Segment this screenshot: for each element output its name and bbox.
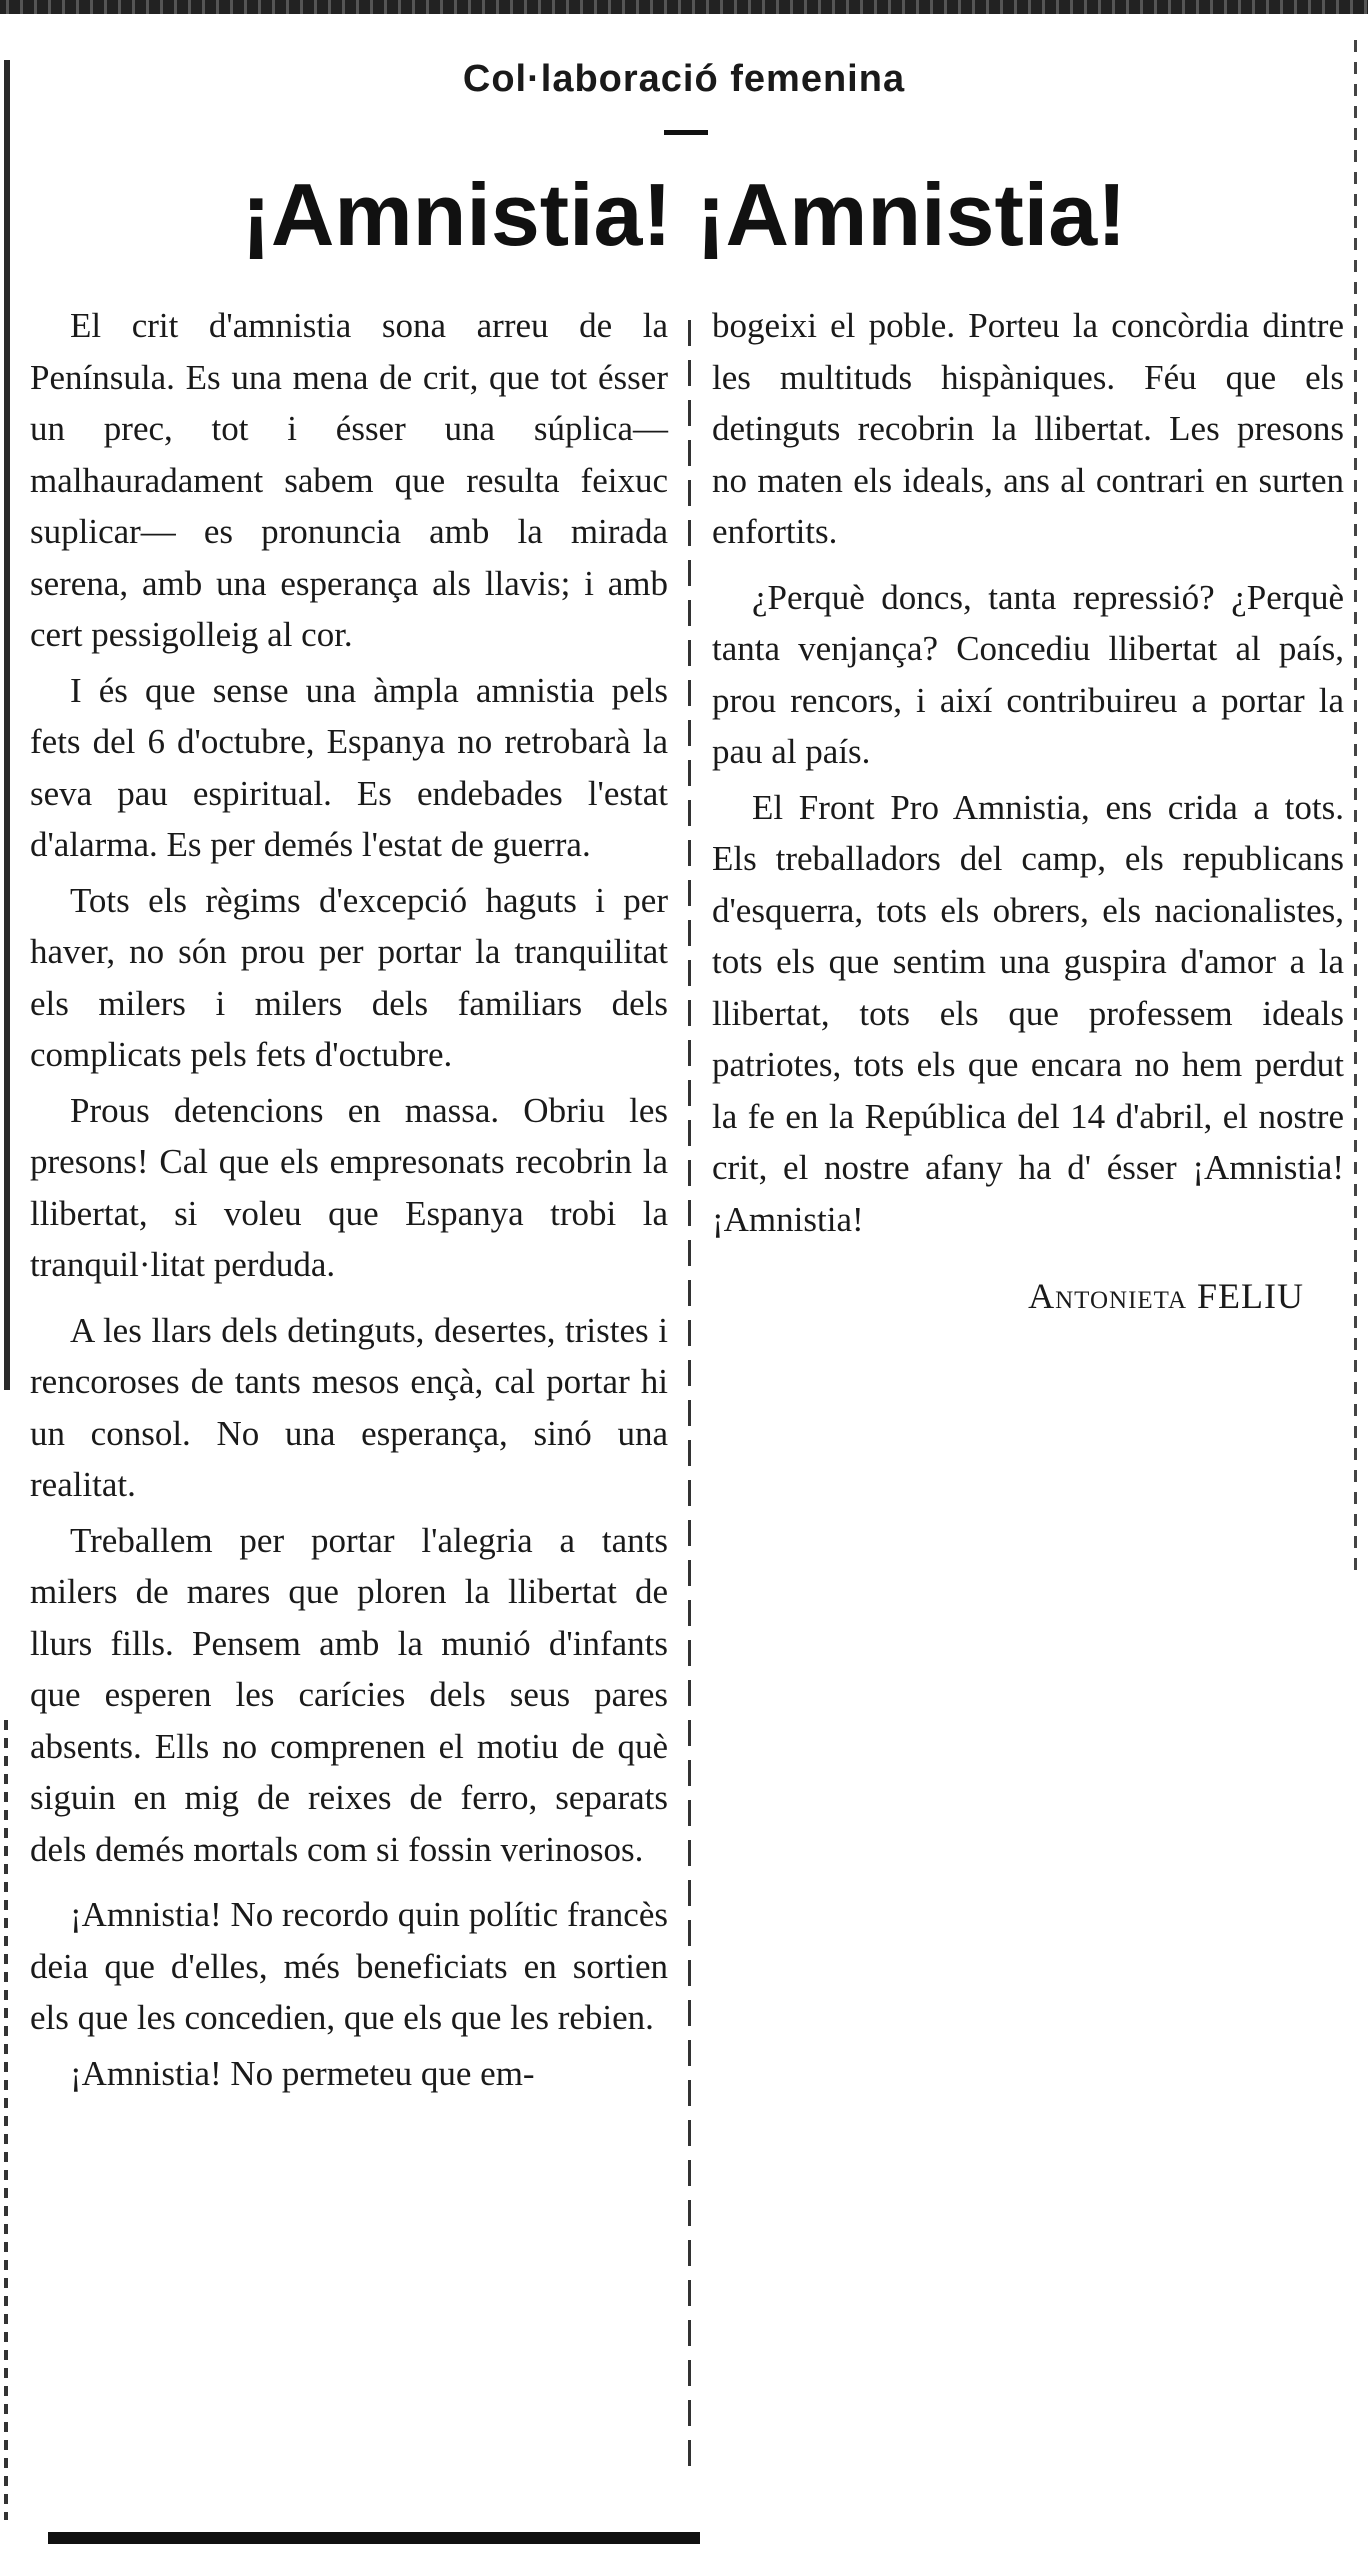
kicker-dash [664,130,708,135]
top-border-rule [0,0,1368,14]
column-divider [688,320,691,2470]
right-column [712,300,1344,1323]
paragraph: bogeixi el poble. Porteu la concòrdia dintre les multituds hispàniques. Féu que els detinguts recobrin la llibertat. Les presons no maten els ideals, ans al contrari en surten enfortits. [712,306,1344,551]
paragraph: ¡Amnistia! No recordo quin polític francès deia que d'elles, més beneficiats en sortien els que les concedien, que els que les rebien. [30,1895,668,2037]
left-margin-dashes [4,1720,8,2520]
paragraph: El crit d'amnistia sona arreu de la Península. Es una mena de crit, que tot ésser un prec, tot i ésser una súplica—malhauradament sabem que resulta feixuc suplicar— es pronuncia amb la mirada serena, amb una esperança als llavis; i amb cert pessigolleig al cor. [30,306,668,654]
article-headline: ¡Amnistia! ¡Amnistia! [241,165,1127,264]
paragraph: Prous detencions en massa. Obriu les presons! Cal que els empresonats recobrin la llibertat, si voleu que Espanya trobi la tranquil·litat perduda. [30,1090,668,1284]
bottom-rule [48,2532,700,2544]
section-kicker: Col·laboració femenina [462,58,906,100]
paragraph: A les llars dels detinguts, desertes, tristes i rencoroses de tants mesos ençà, cal portar hi un consol. No una esperança, sinó una realitat. [30,1310,668,1504]
paragraph: ¡Amnistia! No permeteu que em- [70,2053,535,2093]
paragraph: I és que sense una àmpla amnistia pels fets del 6 d'octubre, Espanya no retrobarà la seva pau espiritual. Es endebades l'estat d'alarma. Es per demés l'estat de guerra. [30,670,668,864]
paragraph: ¿Perquè doncs, tanta repressió? ¿Perquè tanta venjança? Concediu llibertat al país, prou rencors, i així contribuireu a portar la pau al país. [712,577,1344,771]
paragraph: El Front Pro Amnistia, ens crida a tots. Els treballadors del camp, els republicans d'esquerra, tots els obrers, els nacionalistes, tots els que sentim una guspira d'amor a la llibertat, tots els que professem ideals patriotes, tots els que encara no hem perdut la fe en la República del 14 d'abril, el nostre crit, el nostre afany ha d' ésser ¡Amnistia! ¡Amnistia! [712,787,1344,1239]
paragraph: Treballem per portar l'alegria a tants milers de mares que ploren la llibertat de llurs fills. Pensem amb la munió d'infants que esperen les carícies dels seus pares absents. Ells no comprenen el motiu de què siguin en mig de reixes de ferro, separats dels demés mortals com si fossin verinosos. [30,1520,668,1869]
left-column [30,300,668,2103]
paragraph: Tots els règims d'excepció haguts i per haver, no són prou per portar la tranquilitat els milers i milers dels familiars dels complicats pels fets d'octubre. [30,880,668,1074]
author-signature: Antonieta FELIU [1028,1276,1304,1316]
